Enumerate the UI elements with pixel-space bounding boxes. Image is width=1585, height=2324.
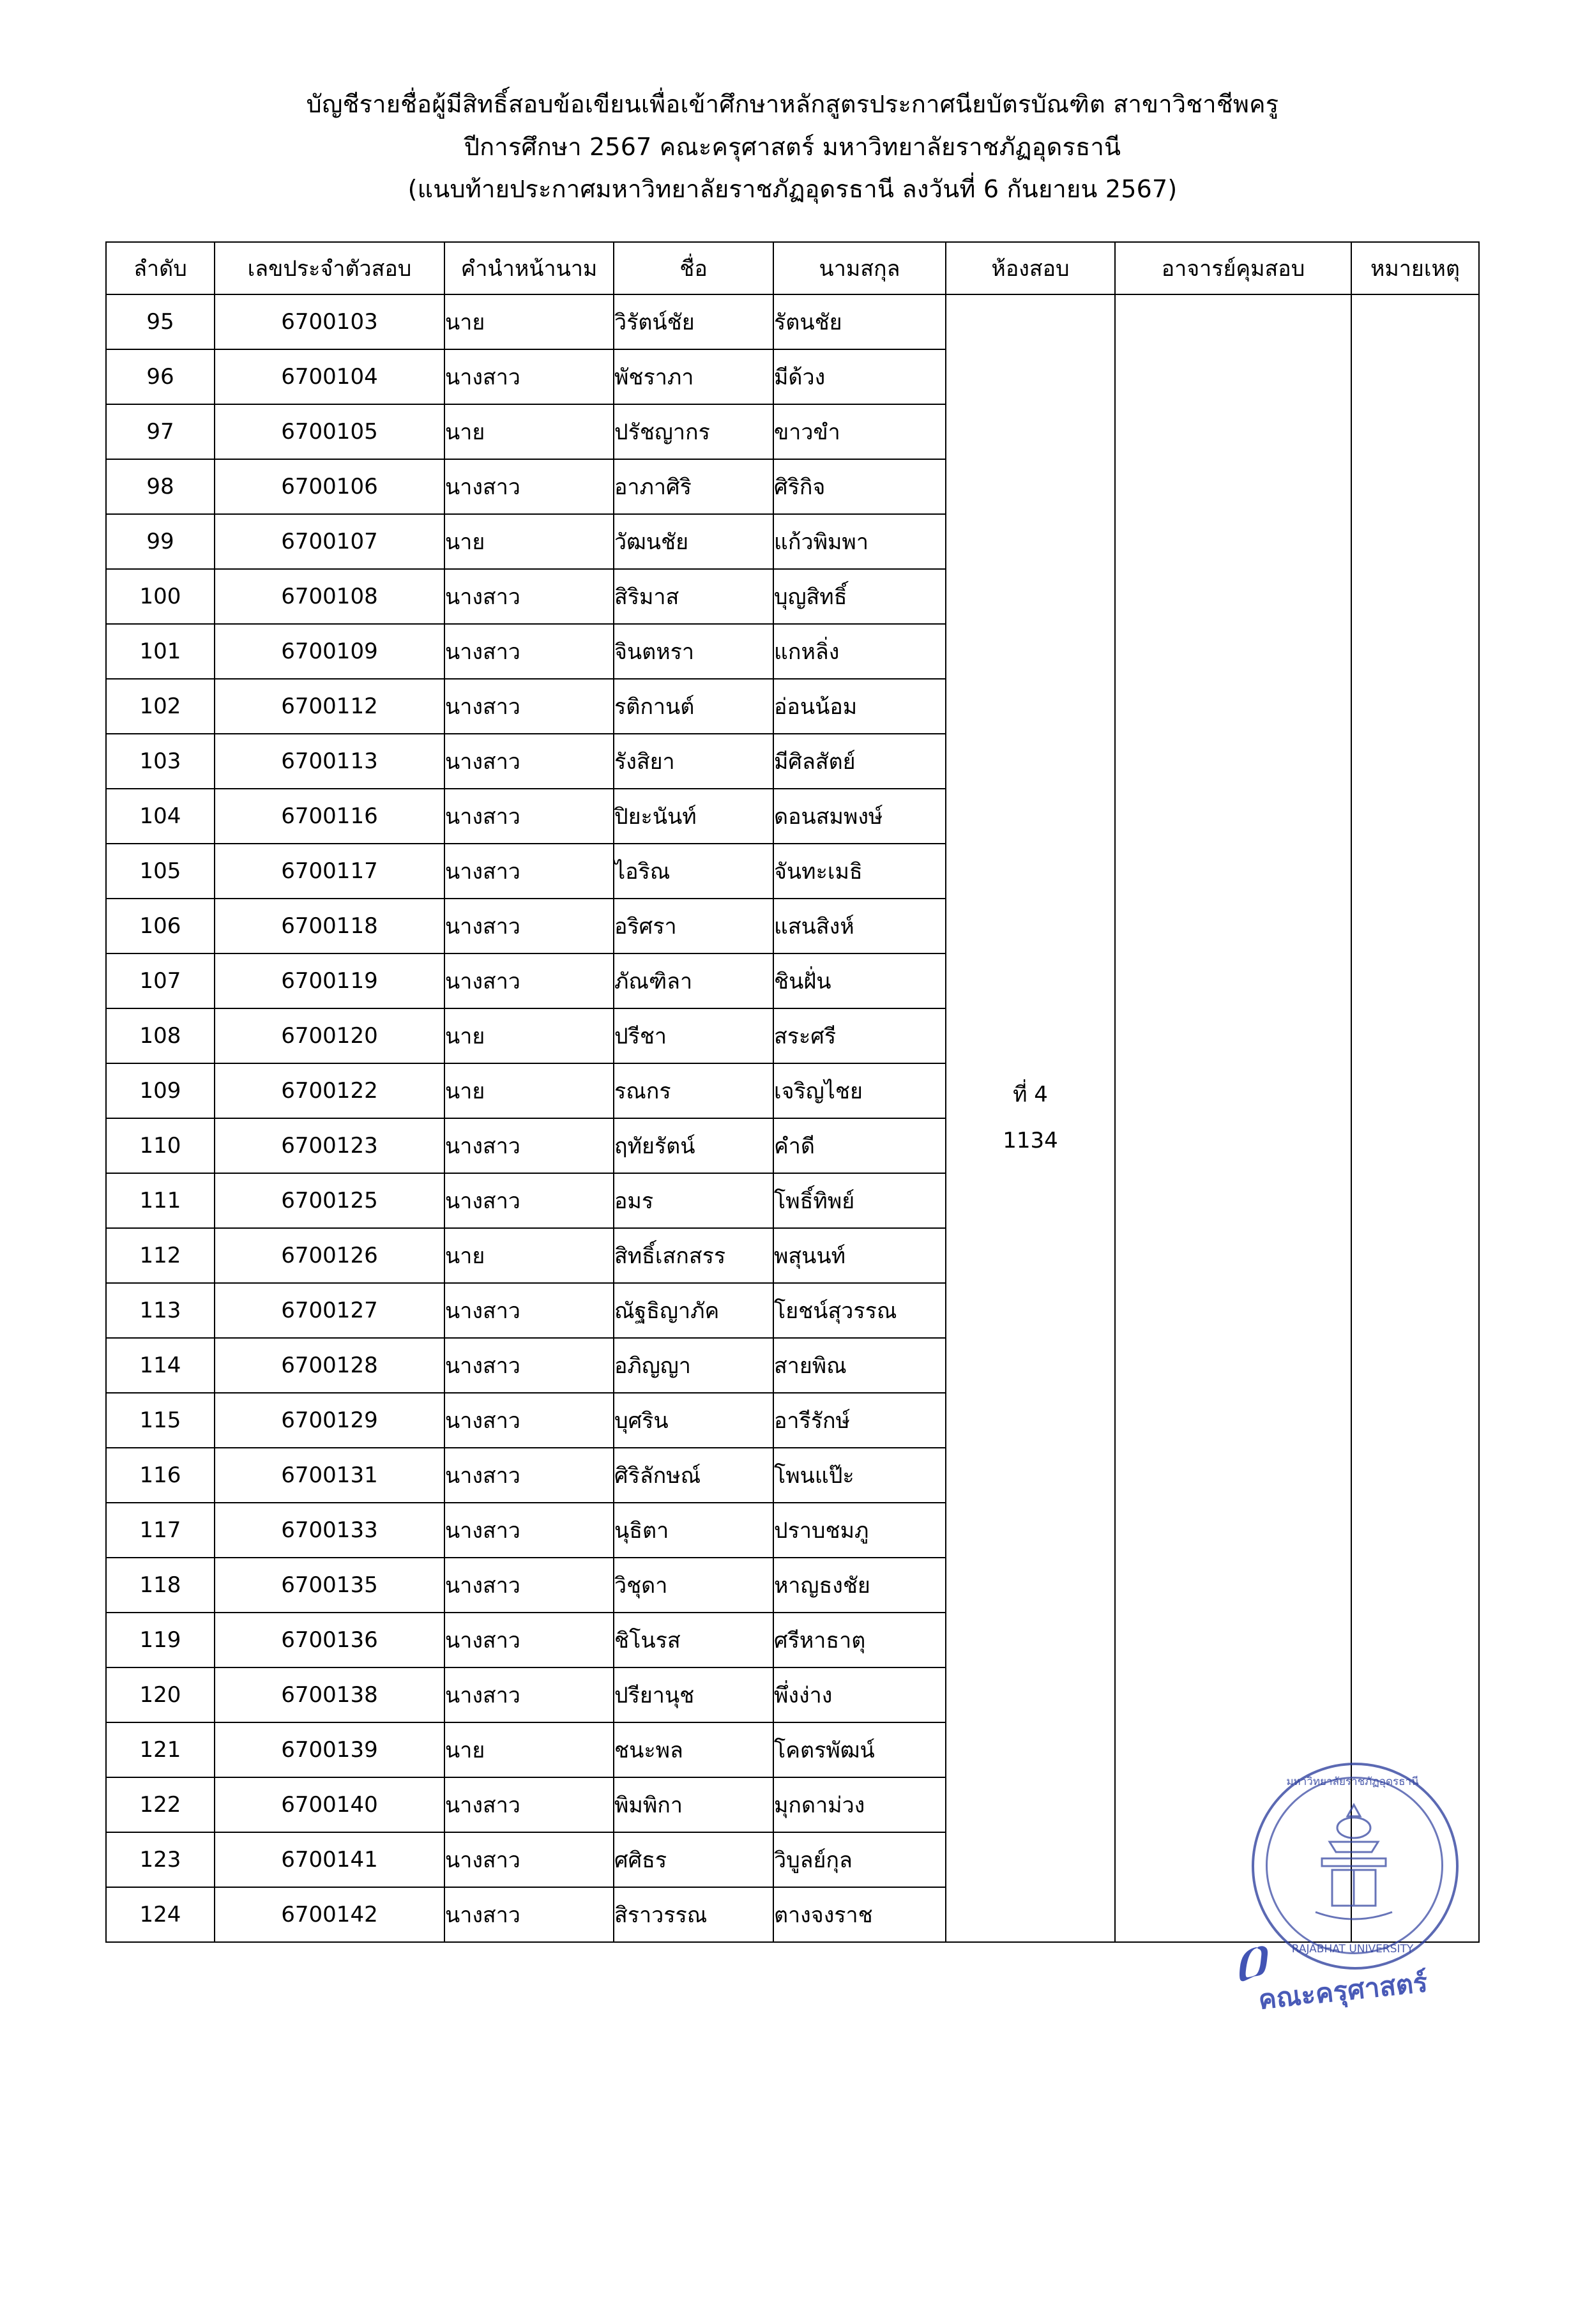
- cell-first-name: สิทธิ์เสกสรร: [614, 1228, 773, 1283]
- cell-first-name: จินตหรา: [614, 624, 773, 679]
- cell-exam-id: 6700119: [215, 953, 444, 1008]
- cell-last-name: โยชน์สุวรรณ: [773, 1283, 946, 1338]
- cell-last-name: พสุนนท์: [773, 1228, 946, 1283]
- cell-prefix: นางสาว: [444, 679, 614, 734]
- cell-order: 101: [106, 624, 215, 679]
- header-line-3: (แนบท้ายประกาศมหาวิทยาลัยราชภัฏอุดรธานี ลงวันที่ 6 กันยายน 2567): [407, 175, 1178, 203]
- cell-prefix: นางสาว: [444, 734, 614, 789]
- header-line-2: ปีการศึกษา 2567 คณะครุศาสตร์ มหาวิทยาลัยราชภัฏอุดรธานี: [464, 132, 1121, 161]
- cell-prefix: นางสาว: [444, 953, 614, 1008]
- cell-prefix: นางสาว: [444, 349, 614, 404]
- cell-order: 105: [106, 844, 215, 899]
- cell-first-name: ชิโนรส: [614, 1613, 773, 1667]
- column-header-exam-id: เลขประจำตัวสอบ: [215, 242, 444, 294]
- cell-prefix: นาย: [444, 294, 614, 349]
- cell-prefix: นาย: [444, 1722, 614, 1777]
- cell-first-name: ศิริลักษณ์: [614, 1448, 773, 1503]
- cell-prefix: นางสาว: [444, 624, 614, 679]
- column-header-room: ห้องสอบ: [946, 242, 1115, 294]
- cell-exam-id: 6700135: [215, 1558, 444, 1613]
- cell-last-name: เจริญไชย: [773, 1063, 946, 1118]
- cell-last-name: รัตนชัย: [773, 294, 946, 349]
- cell-prefix: นาย: [444, 514, 614, 569]
- faculty-stamp-label: คณะครุศาสตร์: [1257, 1966, 1429, 2016]
- cell-order: 96: [106, 349, 215, 404]
- column-header-first-name: ชื่อ: [614, 242, 773, 294]
- cell-last-name: แสนสิงห์: [773, 899, 946, 953]
- cell-prefix: นาย: [444, 1228, 614, 1283]
- cell-exam-id: 6700125: [215, 1173, 444, 1228]
- cell-order: 98: [106, 459, 215, 514]
- cell-last-name: ตางจงราช: [773, 1887, 946, 1942]
- cell-exam-id: 6700138: [215, 1667, 444, 1722]
- cell-last-name: อ่อนน้อม: [773, 679, 946, 734]
- cell-order: 120: [106, 1667, 215, 1722]
- cell-order: 108: [106, 1008, 215, 1063]
- cell-last-name: มุกดาม่วง: [773, 1777, 946, 1832]
- cell-prefix: นางสาว: [444, 1887, 614, 1942]
- cell-prefix: นางสาว: [444, 1338, 614, 1393]
- cell-first-name: ศศิธร: [614, 1832, 773, 1887]
- seal-top-text: มหาวิทยาลัยราชภัฏอุดรธานี: [1286, 1775, 1419, 1788]
- cell-exam-id: 6700127: [215, 1283, 444, 1338]
- cell-exam-id: 6700122: [215, 1063, 444, 1118]
- cell-first-name: ณัฐธิญาภัค: [614, 1283, 773, 1338]
- cell-order: 99: [106, 514, 215, 569]
- cell-prefix: นางสาว: [444, 789, 614, 844]
- cell-order: 112: [106, 1228, 215, 1283]
- cell-last-name: พึ่งง่าง: [773, 1667, 946, 1722]
- cell-last-name: มีด้วง: [773, 349, 946, 404]
- cell-first-name: อริศรา: [614, 899, 773, 953]
- cell-prefix: นางสาว: [444, 1503, 614, 1558]
- column-header-remark: หมายเหตุ: [1351, 242, 1479, 294]
- cell-first-name: อภิญญา: [614, 1338, 773, 1393]
- cell-exam-id: 6700120: [215, 1008, 444, 1063]
- cell-prefix: นางสาว: [444, 1777, 614, 1832]
- signature-mark: ዐ: [1227, 1920, 1271, 1996]
- cell-prefix: นางสาว: [444, 569, 614, 624]
- cell-order: 121: [106, 1722, 215, 1777]
- cell-exam-id: 6700139: [215, 1722, 444, 1777]
- cell-last-name: อารีรักษ์: [773, 1393, 946, 1448]
- cell-prefix: นางสาว: [444, 844, 614, 899]
- cell-exam-id: 6700107: [215, 514, 444, 569]
- cell-exam-id: 6700140: [215, 1777, 444, 1832]
- cell-last-name: โคตรพัฒน์: [773, 1722, 946, 1777]
- header-line-1: บัญชีรายชื่อผู้มีสิทธิ์สอบข้อเขียนเพื่อเข้าศึกษาหลักสูตรประกาศนียบัตรบัณฑิต สาขาวิชาชีพครู: [306, 90, 1279, 118]
- cell-last-name: สระศรี: [773, 1008, 946, 1063]
- cell-first-name: วิรัตน์ชัย: [614, 294, 773, 349]
- cell-order: 122: [106, 1777, 215, 1832]
- cell-last-name: คำดี: [773, 1118, 946, 1173]
- cell-first-name: อมร: [614, 1173, 773, 1228]
- cell-prefix: นางสาว: [444, 1393, 614, 1448]
- cell-prefix: นางสาว: [444, 1448, 614, 1503]
- cell-exam-id: 6700112: [215, 679, 444, 734]
- cell-last-name: สายพิณ: [773, 1338, 946, 1393]
- cell-room: [946, 294, 1115, 1942]
- cell-first-name: พัชราภา: [614, 349, 773, 404]
- cell-first-name: รติกานต์: [614, 679, 773, 734]
- cell-order: 107: [106, 953, 215, 1008]
- cell-order: 100: [106, 569, 215, 624]
- cell-order: 110: [106, 1118, 215, 1173]
- column-header-proctor: อาจารย์คุมสอบ: [1115, 242, 1351, 294]
- cell-first-name: บุศริน: [614, 1393, 773, 1448]
- cell-order: 104: [106, 789, 215, 844]
- cell-last-name: แกหลิ่ง: [773, 624, 946, 679]
- cell-prefix: นางสาว: [444, 1283, 614, 1338]
- cell-prefix: นางสาว: [444, 459, 614, 514]
- cell-order: 109: [106, 1063, 215, 1118]
- cell-order: 97: [106, 404, 215, 459]
- cell-prefix: นางสาว: [444, 1613, 614, 1667]
- cell-exam-id: 6700131: [215, 1448, 444, 1503]
- cell-first-name: ปรัชญากร: [614, 404, 773, 459]
- cell-first-name: รณกร: [614, 1063, 773, 1118]
- column-header-last-name: นามสกุล: [773, 242, 946, 294]
- cell-exam-id: 6700109: [215, 624, 444, 679]
- cell-order: 111: [106, 1173, 215, 1228]
- cell-last-name: ชินฝั่น: [773, 953, 946, 1008]
- cell-exam-id: 6700129: [215, 1393, 444, 1448]
- cell-order: 118: [106, 1558, 215, 1613]
- cell-first-name: รังสิยา: [614, 734, 773, 789]
- cell-order: 116: [106, 1448, 215, 1503]
- cell-proctor: [1115, 294, 1351, 1942]
- cell-prefix: นางสาว: [444, 1667, 614, 1722]
- table-header-row: [106, 242, 1479, 294]
- cell-first-name: ปรียานุช: [614, 1667, 773, 1722]
- cell-first-name: พิมพิกา: [614, 1777, 773, 1832]
- cell-order: 102: [106, 679, 215, 734]
- cell-last-name: ดอนสมพงษ์: [773, 789, 946, 844]
- cell-order: 113: [106, 1283, 215, 1338]
- cell-order: 124: [106, 1887, 215, 1942]
- cell-exam-id: 6700104: [215, 349, 444, 404]
- cell-exam-id: 6700133: [215, 1503, 444, 1558]
- cell-exam-id: 6700126: [215, 1228, 444, 1283]
- candidate-table: [105, 241, 1480, 1943]
- cell-prefix: นาย: [444, 404, 614, 459]
- cell-exam-id: 6700108: [215, 569, 444, 624]
- cell-exam-id: 6700142: [215, 1887, 444, 1942]
- cell-last-name: หาญธงชัย: [773, 1558, 946, 1613]
- cell-exam-id: 6700103: [215, 294, 444, 349]
- cell-last-name: ศรีหาธาตุ: [773, 1613, 946, 1667]
- cell-exam-id: 6700105: [215, 404, 444, 459]
- cell-order: 103: [106, 734, 215, 789]
- cell-last-name: จันทะเมธิ: [773, 844, 946, 899]
- cell-exam-id: 6700113: [215, 734, 444, 789]
- cell-order: 114: [106, 1338, 215, 1393]
- cell-first-name: สิราวรรณ: [614, 1887, 773, 1942]
- cell-first-name: วัฒนชัย: [614, 514, 773, 569]
- cell-last-name: ขาวขำ: [773, 404, 946, 459]
- cell-exam-id: 6700116: [215, 789, 444, 844]
- cell-first-name: ชนะพล: [614, 1722, 773, 1777]
- cell-last-name: ปราบชมภู: [773, 1503, 946, 1558]
- cell-exam-id: 6700141: [215, 1832, 444, 1887]
- cell-order: 123: [106, 1832, 215, 1887]
- cell-first-name: วิชุดา: [614, 1558, 773, 1613]
- seal-bottom-text: RAJABHAT UNIVERSITY: [1291, 1943, 1414, 1956]
- cell-last-name: ศิริกิจ: [773, 459, 946, 514]
- cell-first-name: สิริมาส: [614, 569, 773, 624]
- cell-first-name: อาภาศิริ: [614, 459, 773, 514]
- room-line-1: ที่ 4: [1013, 1082, 1048, 1108]
- cell-exam-id: 6700136: [215, 1613, 444, 1667]
- room-line-2: 1134: [1003, 1127, 1058, 1153]
- cell-prefix: นาย: [444, 1008, 614, 1063]
- cell-exam-id: 6700106: [215, 459, 444, 514]
- cell-exam-id: 6700117: [215, 844, 444, 899]
- cell-first-name: ปรีชา: [614, 1008, 773, 1063]
- cell-last-name: วิบูลย์กุล: [773, 1832, 946, 1887]
- cell-remark: [1351, 294, 1479, 1942]
- document-page: [0, 83, 1585, 2324]
- cell-prefix: นางสาว: [444, 899, 614, 953]
- cell-first-name: ปิยะนันท์: [614, 789, 773, 844]
- cell-exam-id: 6700128: [215, 1338, 444, 1393]
- cell-first-name: ไอริณ: [614, 844, 773, 899]
- cell-prefix: นางสาว: [444, 1832, 614, 1887]
- cell-first-name: นุธิตา: [614, 1503, 773, 1558]
- document-header: [0, 83, 1585, 211]
- cell-prefix: นางสาว: [444, 1118, 614, 1173]
- cell-exam-id: 6700123: [215, 1118, 444, 1173]
- cell-last-name: โพนแป๊ะ: [773, 1448, 946, 1503]
- cell-order: 106: [106, 899, 215, 953]
- cell-first-name: ฤทัยรัตน์: [614, 1118, 773, 1173]
- cell-exam-id: 6700118: [215, 899, 444, 953]
- column-header-prefix: คำนำหน้านาม: [444, 242, 614, 294]
- cell-order: 95: [106, 294, 215, 349]
- cell-last-name: แก้วพิมพา: [773, 514, 946, 569]
- cell-prefix: นางสาว: [444, 1173, 614, 1228]
- table-body: [106, 294, 1479, 1942]
- cell-order: 115: [106, 1393, 215, 1448]
- table-row: [106, 294, 1479, 349]
- cell-prefix: นางสาว: [444, 1558, 614, 1613]
- cell-prefix: นาย: [444, 1063, 614, 1118]
- cell-first-name: ภัณฑิลา: [614, 953, 773, 1008]
- cell-last-name: บุญสิทธิ์: [773, 569, 946, 624]
- cell-order: 119: [106, 1613, 215, 1667]
- cell-order: 117: [106, 1503, 215, 1558]
- cell-last-name: มีศิลสัตย์: [773, 734, 946, 789]
- cell-last-name: โพธิ์ทิพย์: [773, 1173, 946, 1228]
- column-header-order: ลำดับ: [106, 242, 215, 294]
